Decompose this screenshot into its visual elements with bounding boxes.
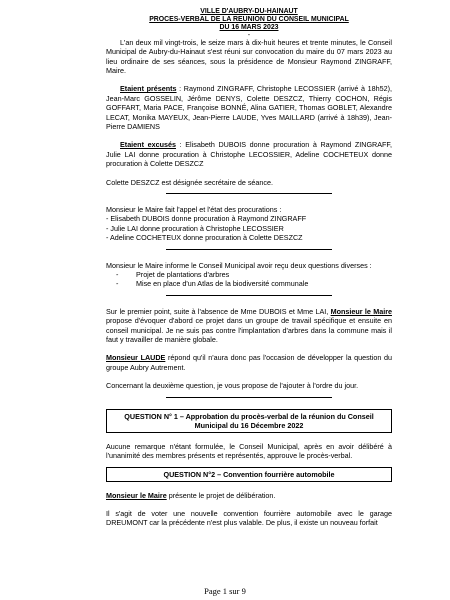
question-2-intro [106, 491, 392, 500]
questions-intro: Monsieur le Maire informe le Conseil Municipal avoir reçu deux questions diverses : [106, 260, 372, 270]
header-town: VILLE D'AUBRY-DU-HAINAUT [200, 8, 298, 15]
present-paragraph [106, 84, 392, 131]
questions-list [106, 270, 392, 289]
first-point-paragraph [106, 307, 392, 345]
roll-call-item: - Elisabeth DUBOIS donne procuration à Raymond ZINGRAFF [106, 214, 307, 224]
question-2-intro-text: présente le projet de délibération. [166, 490, 276, 500]
question-2-text: Il s'agit de voter une nouvelle convention fourrière automobile avec le garage DREUMONT car la précédente n'est plus valable. De plus, il existe un nouveau forfait [106, 508, 392, 528]
laude-speaker: Monsieur LAUDE [106, 353, 166, 363]
roll-call-item: - Julie LAI donne procuration à Christophe LECOSSIER [106, 223, 284, 233]
roll-call-item: - Adeline COCHETEUX donne procuration à Colette DESZCZ [106, 233, 303, 243]
first-point-speaker: Monsieur le Maire [330, 306, 392, 316]
header-title: PROCES-VERBAL DE LA REUNION DU CONSEIL MUNICIPAL [149, 15, 349, 23]
present-label: Etaient présents [120, 84, 177, 94]
excused-text: : Elisabeth DUBOIS donne procuration à Raymond ZINGRAFF, Julie LAI donne procuration à Christophe LECOSSIER, Adeline COCHETEUX donne procuration à Colette DESZCZ [106, 140, 393, 169]
page-number: Page 1 sur 9 [204, 586, 246, 596]
laude-paragraph [106, 353, 392, 372]
second-question-paragraph: Concernant la deuxième question, je vous propose de l'ajouter à l'ordre du jour. [106, 381, 359, 391]
question-2-heading: QUESTION N°2 – Convention fourrière automobile [106, 467, 392, 482]
list-item: - Projet de plantations d'arbres [130, 270, 392, 279]
excused-label: Etaient excusés [120, 140, 176, 150]
page-content [106, 8, 392, 528]
first-point-text-a: Sur le premier point, suite à l'absence de Mme DUBOIS et Mme LAI, [106, 306, 331, 316]
list-item: - Mise en place d'un Atlas de la biodiversité communale [130, 279, 392, 288]
header-date: DU 16 MARS 2023 [219, 23, 279, 31]
header-dash: - [247, 29, 251, 39]
excused-paragraph [106, 140, 392, 168]
first-point-text-c: propose d'évoquer d'abord ce projet dans un groupe de travail spécifique et ensuite en conseil municipal. Je ne suis pas contre l'implantation d'arbres dans la commune mais il faut y travailler de manière globale. [106, 316, 392, 345]
intro-paragraph: L'an deux mil vingt-trois, le seize mars à dix-huit heures et trente minutes, le Conseil Municipal de Aubry-du-Hainaut s'est réuni sur convocation du maire du 07 mars 2023 au lieu ordinaire de ses séances, sous la présidence de Monsieur Raymond ZINGRAFF, Maire. [106, 37, 392, 75]
laude-text: répond qu'il n'aura donc pas l'occasion de développer la question du groupe Aubry Autrement. [106, 353, 393, 372]
question-1-text: Aucune remarque n'étant formulée, le Conseil Municipal, après en avoir délibéré à l'unanimité des membres présents et représentés, approuve le procès-verbal. [106, 441, 392, 461]
question-2-speaker: Monsieur le Maire [106, 490, 167, 500]
roll-call-intro: Monsieur le Maire fait l'appel et l'état des procurations : [106, 205, 282, 214]
secretary-paragraph: Colette DESZCZ est désignée secrétaire de séance. [106, 177, 273, 187]
question-1-heading: QUESTION N° 1 – Approbation du procès-verbal de la réunion du Conseil Municipal du 16 Décembre 2022 [106, 409, 392, 433]
present-text: : Raymond ZINGRAFF, Christophe LECOSSIER (arrivé à 18h52), Jean-Marc GOSSELIN, Jérôme DENYS, Colette DESZCZ, Thierry COCHON, Régis GOFFART, Maria PACE, Françoise BONNÉ, Alina GATIER, Thomas GOBLET, Alexandre LECAT, Monika MAYEUX, Jean-Pierre LAUDE, Yves MAILLARD (arrivé à 18h39), Jean-Pierre DAMIENS [106, 84, 392, 131]
